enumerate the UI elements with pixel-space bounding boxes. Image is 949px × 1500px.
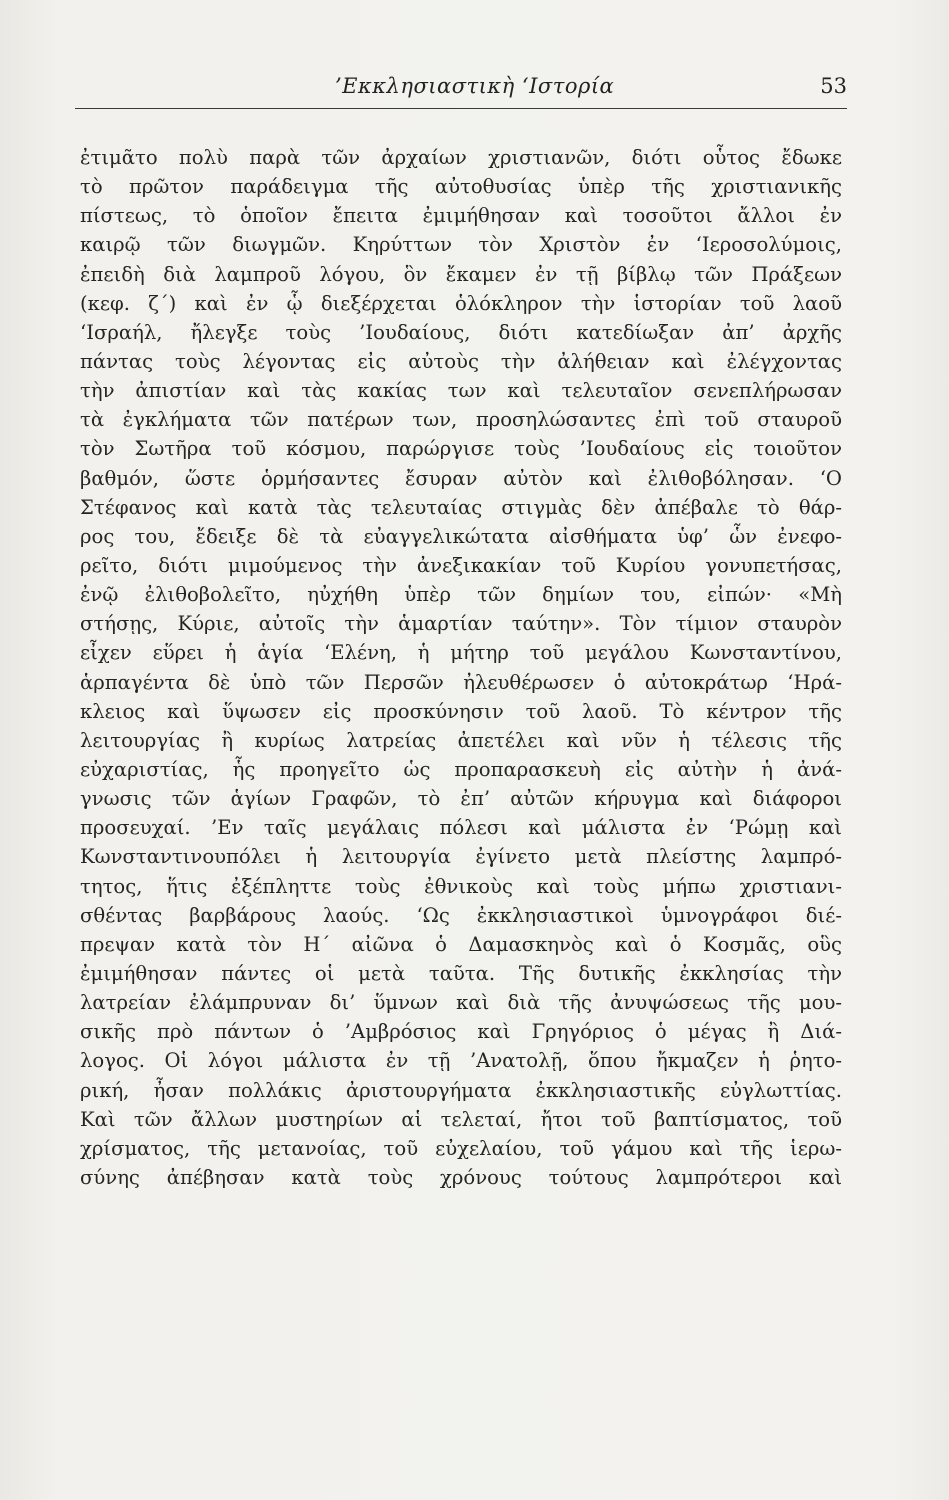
text-line: τὴν ἀπιστίαν καὶ τὰς κακίας των καὶ τελευταῖον σενεπλήρωσαν (80, 379, 842, 403)
text-line: σικῆς πρὸ πάντων ὁ ’Αμβρόσιος καὶ Γρηγόριος ὁ μέγας ἢ Διά- (80, 1020, 842, 1044)
text-line: ρος του, ἔδειξε δὲ τὰ εὐαγγελικώτατα αἰσθήματα ὑφ’ ὧν ἐνεφο- (80, 524, 842, 548)
text-line: λογος. Οἱ λόγοι μάλιστα ἐν τῇ ’Ανατολῇ, ὅπου ἤκμαζεν ἡ ῥητο- (80, 1049, 842, 1073)
text-line: γνωσις τῶν ἁγίων Γραφῶν, τὸ ἐπ’ αὐτῶν κήρυγμα καὶ διάφοροι (80, 787, 842, 811)
running-title: ’Εκκλησιαστικὴ ‘Ιστορία (335, 74, 615, 98)
text-line: βαθμόν, ὥστε ὁρμήσαντες ἔσυραν αὐτὸν καὶ ἐλιθοβόλησαν. ‘Ο (80, 466, 842, 490)
text-line: (κεφ. ζ΄) καὶ ἐν ᾧ διεξέρχεται ὁλόκληρον τὴν ἱστορίαν τοῦ λαοῦ (80, 291, 842, 315)
text-line: Καὶ τῶν ἄλλων μυστηρίων αἱ τελεταί, ἤτοι τοῦ βαπτίσματος, τοῦ (80, 1107, 842, 1131)
text-line: τὰ ἐγκλήματα τῶν πατέρων των, προσηλώσαντες ἐπὶ τοῦ σταυροῦ (80, 408, 842, 432)
text-line: Στέφανος καὶ κατὰ τὰς τελευταίας στιγμὰς δὲν ἀπέβαλε τὸ θάρ- (80, 495, 842, 519)
text-line: εἶχεν εὕρει ἡ ἁγία ‘Ελένη, ἡ μήτηρ τοῦ μεγάλου Κωνσταντίνου, (80, 641, 842, 665)
text-line: πρεψαν κατὰ τὸν Η΄ αἰῶνα ὁ Δαμασκηνὸς καὶ ὁ Κοσμᾶς, οὓς (80, 932, 842, 956)
page-number: 53 (820, 74, 847, 98)
text-line: τὸν Σωτῆρα τοῦ κόσμου, παρώργισε τοὺς ’Ιουδαίους εἰς τοιοῦτον (80, 437, 842, 461)
text-line: καιρῷ τῶν διωγμῶν. Κηρύττων τὸν Χριστὸν ἐν ‘Ιεροσολύμοις, (80, 233, 842, 257)
text-line: ἐμιμήθησαν πάντες οἱ μετὰ ταῦτα. Τῆς δυτικῆς ἐκκλησίας τὴν (80, 961, 842, 985)
text-line: εὐχαριστίας, ἧς προηγεῖτο ὡς προπαρασκευὴ εἰς αὐτὴν ἡ ἀνά- (80, 757, 842, 781)
text-line: κλειος καὶ ὕψωσεν εἰς προσκύνησιν τοῦ λαοῦ. Τὸ κέντρον τῆς (80, 699, 842, 723)
text-line: πίστεως, τὸ ὁποῖον ἔπειτα ἐμιμήθησαν καὶ τοσοῦτοι ἄλλοι ἐν (80, 204, 842, 228)
text-line: λειτουργίας ἢ κυρίως λατρείας ἀπετέλει καὶ νῦν ἡ τέλεσις τῆς (80, 728, 842, 752)
text-line: πάντας τοὺς λέγοντας εἰς αὐτοὺς τὴν ἀλήθειαν καὶ ἐλέγχοντας (80, 349, 842, 373)
text-line: ρική, ἦσαν πολλάκις ἀριστουργήματα ἐκκλησιαστικῆς εὐγλωττίας. (80, 1078, 842, 1102)
text-line: ἁρπαγέντα δὲ ὑπὸ τῶν Περσῶν ἠλευθέρωσεν ὁ αὐτοκράτωρ ‘Ηρά- (80, 670, 842, 694)
text-line: λατρείαν ἐλάμπρυναν δι’ ὕμνων καὶ διὰ τῆς ἀνυψώσεως τῆς μου- (80, 991, 842, 1015)
text-line: ρεῖτο, διότι μιμούμενος τὴν ἀνεξικακίαν τοῦ Κυρίου γονυπετήσας, (80, 553, 842, 577)
text-line: ἐνῷ ἐλιθοβολεῖτο, ηὐχήθη ὑπὲρ τῶν δημίων του, εἰπών· «Μὴ (80, 583, 842, 607)
body-text (80, 143, 842, 1192)
text-line: χρίσματος, τῆς μετανοίας, τοῦ εὐχελαίου, τοῦ γάμου καὶ τῆς ἱερω- (80, 1136, 842, 1160)
text-line: ἐτιμᾶτο πολὺ παρὰ τῶν ἀρχαίων χριστιανῶν, διότι οὗτος ἔδωκε (80, 146, 842, 169)
text-line: στήσῃς, Κύριε, αὐτοῖς τὴν ἁμαρτίαν ταύτην». Τὸν τίμιον σταυρὸν (80, 612, 842, 636)
text-line: τὸ πρῶτον παράδειγμα τῆς αὐτοθυσίας ὑπὲρ τῆς χριστιανικῆς (80, 175, 842, 199)
text-line: προσευχαί. ’Εν ταῖς μεγάλαις πόλεσι καὶ μάλιστα ἐν ‘Ρώμῃ καὶ (80, 816, 842, 840)
text-line: σθέντας βαρβάρους λαούς. ‘Ως ἐκκλησιαστικοὶ ὑμνογράφοι διέ- (80, 903, 842, 927)
text-line: Κωνσταντινουπόλει ἡ λειτουργία ἐγίνετο μετὰ πλείστης λαμπρό- (80, 845, 842, 869)
text-line: σύνης ἀπέβησαν κατὰ τοὺς χρόνους τούτους λαμπρότεροι καὶ (80, 1165, 842, 1189)
text-line: ‘Ισραήλ, ἤλεγξε τοὺς ’Ιουδαίους, διότι κατεδίωξαν ἀπ’ ἀρχῆς (80, 320, 842, 344)
text-line: τητος, ἥτις ἐξέπληττε τοὺς ἐθνικοὺς καὶ τοὺς μήπω χριστιανι- (80, 874, 842, 898)
text-line: ἐπειδὴ διὰ λαμπροῦ λόγου, ὃν ἔκαμεν ἐν τῇ βίβλῳ τῶν Πράξεων (80, 262, 842, 286)
page-header (75, 72, 847, 109)
